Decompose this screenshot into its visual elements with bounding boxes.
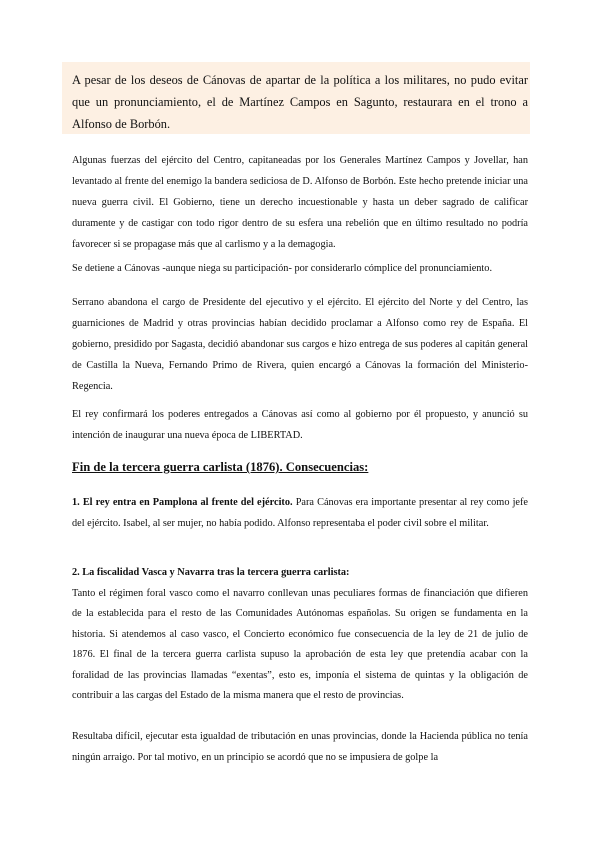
- point-2: [72, 563, 528, 707]
- point-2-title: 2. La fiscalidad Vasca y Navarra tras la tercera guerra carlista:: [72, 567, 350, 578]
- paragraph-rebellion: Algunas fuerzas del ejército del Centro, capitaneadas por los Generales Martínez Campos y Jovellar, han levantado al frente del enemigo la bandera sediciosa de D. Alfonso de Borbón. Este hecho pretende iniciar una nueva guerra civil. El Gobierno, tiene un derecho incuestionable y hasta un deber sagrado de calificar duramente y de castigar con todo rigor dentro de su esfera una rebelión que en último resultado no podría favorecer si se propagase más que al carlismo y a la demagogia.: [72, 155, 528, 250]
- paragraph-serrano: Serrano abandona el cargo de Presidente del ejecutivo y el ejército. El ejército del Norte y del Centro, las guarniciones de Madrid y otras provincias habían decidido proclamar a Alfonso como rey de España. El gobierno, presidido por Sagasta, decidió abandonar sus cargos e hizo entrega de sus poderes al capitán general de Castilla la Nueva, Fernando Primo de Rivera, quien encargó a Cánovas la formación del Ministerio-Regencia.: [72, 297, 528, 392]
- paragraph-last: Resultaba difícil, ejecutar esta igualdad de tributación en unas provincias, donde la Hacienda pública no tenía ningún arraigo. Por tal motivo, en un principio se acordó que no se impusiera de golpe la: [72, 731, 528, 763]
- intro-paragraph: A pesar de los deseos de Cánovas de apartar de la política a los militares, no pudo evitar que un pronunciamiento, el de Martínez Campos en Sagunto, restaurara en el trono a Alfonso de Borbón.: [72, 73, 528, 131]
- point-1-title: 1. El rey entra en Pamplona al frente del ejército.: [72, 497, 293, 508]
- point-1: [72, 492, 528, 534]
- paragraph-canovas-detained: Se detiene a Cánovas -aunque niega su participación- por considerarlo cómplice del pronunciamiento.: [72, 263, 493, 274]
- point-2-text: Tanto el régimen foral vasco como el navarro conllevan unas peculiares formas de financiación que difieren de la establecida para el resto de las Comunidades Autónomas españolas. Su origen se fundamenta en la historia. Si atendemos al caso vasco, el Concierto económico fue consecuencia de la ley de 21 de julio de 1876. El final de la tercera guerra carlista supuso la aprobación de esta ley que pretendía acabar con la foralidad de las provincias llamadas “exentas”, esto es, imponía el sistema de quintas y la obligación de contribuir a las cargas del Estado de la misma manera que el resto de provincias.: [72, 587, 528, 701]
- section-heading: Fin de la tercera guerra carlista (1876). Consecuencias:: [72, 460, 369, 474]
- paragraph-king-confirms: El rey confirmará los poderes entregados a Cánovas así como al gobierno por él propuesto, y anunció su intención de inaugurar una nueva época de LIBERTAD.: [72, 409, 528, 441]
- point-1-text: Para Cánovas era importante presentar al rey como jefe del ejército. Isabel, al ser mujer, no había podido. Alfonso representaba el poder civil sobre el militar.: [72, 497, 528, 529]
